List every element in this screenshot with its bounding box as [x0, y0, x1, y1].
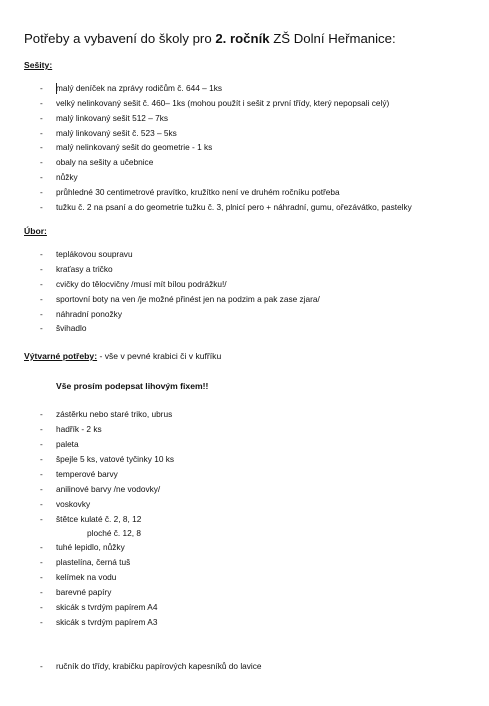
list-item-text: skicák s tvrdým papírem A3: [56, 617, 158, 627]
title-grade: 2. ročník: [215, 31, 270, 46]
list-item-text: kraťasy a tričko: [56, 264, 113, 274]
bullet-dash: -: [40, 323, 43, 333]
bullet-dash: -: [40, 409, 43, 419]
page-title: [24, 31, 396, 46]
title-suffix: ZŠ Dolní Heřmanice:: [269, 31, 396, 46]
bullet-dash: -: [40, 572, 43, 582]
bullet-dash: -: [40, 83, 43, 93]
bullet-dash: -: [40, 542, 43, 552]
bullet-dash: -: [40, 617, 43, 627]
bullet-dash: -: [40, 439, 43, 449]
section-heading-ubor: Úbor:: [24, 226, 47, 236]
list-item-text: štětce kulaté č. 2, 8, 12: [56, 514, 142, 524]
list-item-text: švihadlo: [56, 323, 87, 333]
bullet-dash: -: [40, 98, 43, 108]
bullet-dash: -: [40, 128, 43, 138]
bullet-dash: -: [40, 113, 43, 123]
list-item-text: sportovní boty na ven /je možné přinést jen na podzim a pak zase zjara/: [56, 294, 320, 304]
bullet-dash: -: [40, 484, 43, 494]
list-item-text: anilinové barvy /ne vodovky/: [56, 484, 161, 494]
list-item-text: velký nelinkovaný sešit č. 460– 1ks (mohou použít i sešit z první třídy, který nepopsali celý): [56, 98, 390, 108]
list-item-text: náhradní ponožky: [56, 309, 122, 319]
bullet-dash: -: [40, 309, 43, 319]
list-item-text: malý nelinkovaný sešit do geometrie - 1 ks: [56, 142, 213, 152]
list-item-text: malý linkovaný sešit č. 523 – 5ks: [56, 128, 177, 138]
list-item-text: skicák s tvrdým papírem A4: [56, 602, 158, 612]
bullet-dash: -: [40, 661, 43, 671]
bullet-dash: -: [40, 469, 43, 479]
vytvarne-heading-suffix: - vše v pevné krabici či v kufříku: [97, 351, 222, 361]
list-item-text: malý linkovaný sešit 512 – 7ks: [56, 113, 169, 123]
list-item-text: barevné papíry: [56, 587, 112, 597]
list-item-text: nůžky: [56, 172, 78, 182]
bullet-dash: -: [40, 249, 43, 259]
bullet-dash: -: [40, 264, 43, 274]
bullet-dash: -: [40, 187, 43, 197]
list-item-text: průhledné 30 centimetrové pravítko, kružítko není ve druhém ročníku potřeba: [56, 187, 340, 197]
bullet-dash: -: [40, 514, 43, 524]
bullet-dash: -: [40, 294, 43, 304]
list-item-text: hadřík - 2 ks: [56, 424, 102, 434]
bullet-dash: -: [40, 557, 43, 567]
sign-note: Vše prosím podepsat lihovým fixem!!: [56, 381, 209, 391]
brushes-flat-line: ploché č. 12, 8: [87, 528, 141, 538]
list-item-text: zástěrku nebo staré triko, ubrus: [56, 409, 173, 419]
list-item-text: tuhé lepidlo, nůžky: [56, 542, 125, 552]
bullet-dash: -: [40, 602, 43, 612]
bullet-dash: -: [40, 142, 43, 152]
list-item-text: špejle 5 ks, vatové tyčinky 10 ks: [56, 454, 175, 464]
bullet-dash: -: [40, 157, 43, 167]
section-heading-sesity: Sešity:: [24, 60, 53, 70]
list-item-text: obaly na sešity a učebnice: [56, 157, 154, 167]
list-item-text: tužku č. 2 na psaní a do geometrie tužku č. 3, plnicí pero + náhradní, gumu, ořezávátko, pastelky: [56, 202, 412, 212]
list-item-text: ručník do třídy, krabičku papírových kapesníků do lavice: [56, 661, 262, 671]
bullet-dash: -: [40, 499, 43, 509]
bullet-dash: -: [40, 454, 43, 464]
list-item-text: temperové barvy: [56, 469, 118, 479]
bullet-dash: -: [40, 172, 43, 182]
title-prefix: Potřeby a vybavení do školy pro: [24, 31, 216, 46]
list-item-text: cvičky do tělocvičny /musí mít bílou podrážku!/: [56, 279, 227, 289]
list-item-text: malý deníček na zprávy rodičům č. 644 – 1ks: [56, 83, 223, 93]
bullet-dash: -: [40, 424, 43, 434]
list-item-text: paleta: [56, 439, 79, 449]
bullet-dash: -: [40, 279, 43, 289]
list-item-text: plastelína, černá tuš: [56, 557, 131, 567]
list-item-text: kelímek na vodu: [56, 572, 117, 582]
vytvarne-heading-label: Výtvarné potřeby:: [24, 351, 98, 361]
list-item-text: teplákovou soupravu: [56, 249, 133, 259]
bullet-dash: -: [40, 587, 43, 597]
section-heading-vytvarne: [24, 351, 221, 361]
bullet-dash: -: [40, 202, 43, 212]
list-item-text: voskovky: [56, 499, 91, 509]
